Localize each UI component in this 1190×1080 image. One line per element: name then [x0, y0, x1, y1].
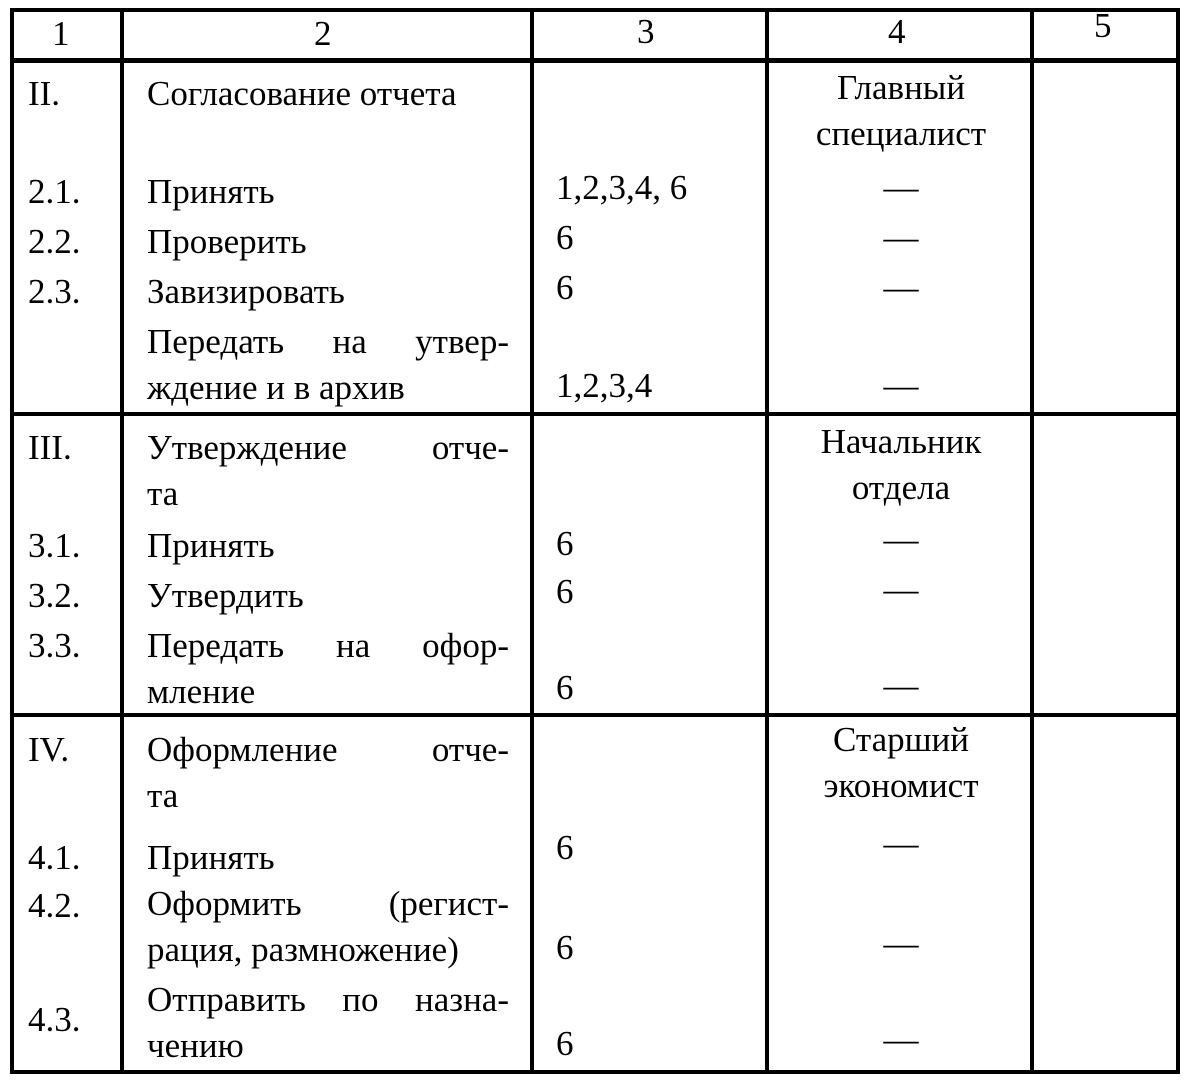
responsible-line-1: Старший	[832, 720, 970, 759]
item-col4: —	[883, 168, 919, 207]
item-col4: —	[883, 824, 919, 863]
item-col3: 6	[556, 828, 574, 867]
item-col3: 6	[556, 668, 574, 707]
header-col-5: 5	[1094, 6, 1112, 45]
item-text: Утвердить	[147, 576, 304, 615]
section-title-line-1: Оформление отче-	[147, 730, 509, 769]
item-text-line-2: ждение и в архив	[147, 368, 405, 407]
item-number: 2.1.	[28, 172, 81, 211]
section-title-line-2: та	[147, 474, 179, 513]
header-col-4: 4	[888, 12, 906, 51]
item-text: Принять	[147, 172, 275, 211]
item-col3: 6	[556, 1024, 574, 1063]
item-col4: —	[883, 268, 919, 307]
section-number: II.	[28, 74, 61, 113]
col1-col2-divider	[120, 8, 124, 1074]
responsible-line-2: отдела	[851, 468, 951, 507]
section-title-line-2: та	[147, 776, 179, 815]
section-ii-bottom-border	[10, 412, 1180, 416]
item-text: Завизировать	[147, 272, 345, 311]
item-number: 3.3.	[28, 626, 81, 665]
item-number: 4.1.	[28, 838, 81, 877]
section-number: IV.	[28, 730, 70, 769]
item-col3: 1,2,3,4, 6	[556, 168, 688, 207]
item-number: 4.3.	[28, 1000, 81, 1039]
item-col4: —	[883, 366, 919, 405]
section-title: Согласование отчета	[147, 74, 457, 113]
item-text-line-1: Передать на утвер-	[147, 322, 509, 361]
section-title-line-1: Утверждение отче-	[147, 428, 509, 467]
responsible-line-2: специалист	[815, 114, 987, 153]
item-text-line-1: Передать на офор-	[147, 626, 509, 665]
item-text-line-2: мление	[147, 672, 256, 711]
item-col3: 6	[556, 268, 574, 307]
item-col4: —	[883, 924, 919, 963]
item-col4: —	[883, 1020, 919, 1059]
header-bottom-border	[10, 58, 1180, 63]
item-text-line-1: Оформить (регист-	[147, 884, 509, 923]
col3-col4-divider	[765, 8, 769, 1074]
item-col4: —	[883, 570, 919, 609]
item-text-line-1: Отправить по назна-	[147, 980, 509, 1019]
responsible-line-2: экономист	[823, 766, 979, 805]
item-col3: 6	[556, 524, 574, 563]
item-col3: 6	[556, 218, 574, 257]
table-bottom-border	[10, 1070, 1180, 1074]
item-number: 4.2.	[28, 886, 81, 925]
header-col-3: 3	[637, 12, 655, 51]
item-col4: —	[883, 520, 919, 559]
header-col-2: 2	[314, 14, 332, 53]
section-number: III.	[28, 428, 72, 467]
item-number: 3.2.	[28, 576, 81, 615]
item-text: Принять	[147, 838, 275, 877]
item-col4: —	[883, 666, 919, 705]
table-left-border	[10, 8, 14, 1074]
item-col3: 1,2,3,4	[556, 366, 653, 405]
item-number: 2.2.	[28, 222, 81, 261]
col2-col3-divider	[530, 8, 534, 1074]
item-text: Принять	[147, 526, 275, 565]
table-top-border	[10, 8, 1180, 12]
responsible-line-1: Начальник	[820, 422, 982, 461]
responsible-line-1: Главный	[836, 68, 966, 107]
item-col4: —	[883, 218, 919, 257]
item-number: 3.1.	[28, 526, 81, 565]
item-col3: 6	[556, 928, 574, 967]
table-right-border	[1176, 8, 1180, 1074]
item-col3: 6	[556, 572, 574, 611]
header-col-1: 1	[52, 14, 70, 53]
item-number: 2.3.	[28, 272, 81, 311]
item-text: Проверить	[147, 222, 307, 261]
item-text-line-2: рация, размножение)	[147, 930, 459, 969]
item-text-line-2: чению	[147, 1026, 244, 1065]
